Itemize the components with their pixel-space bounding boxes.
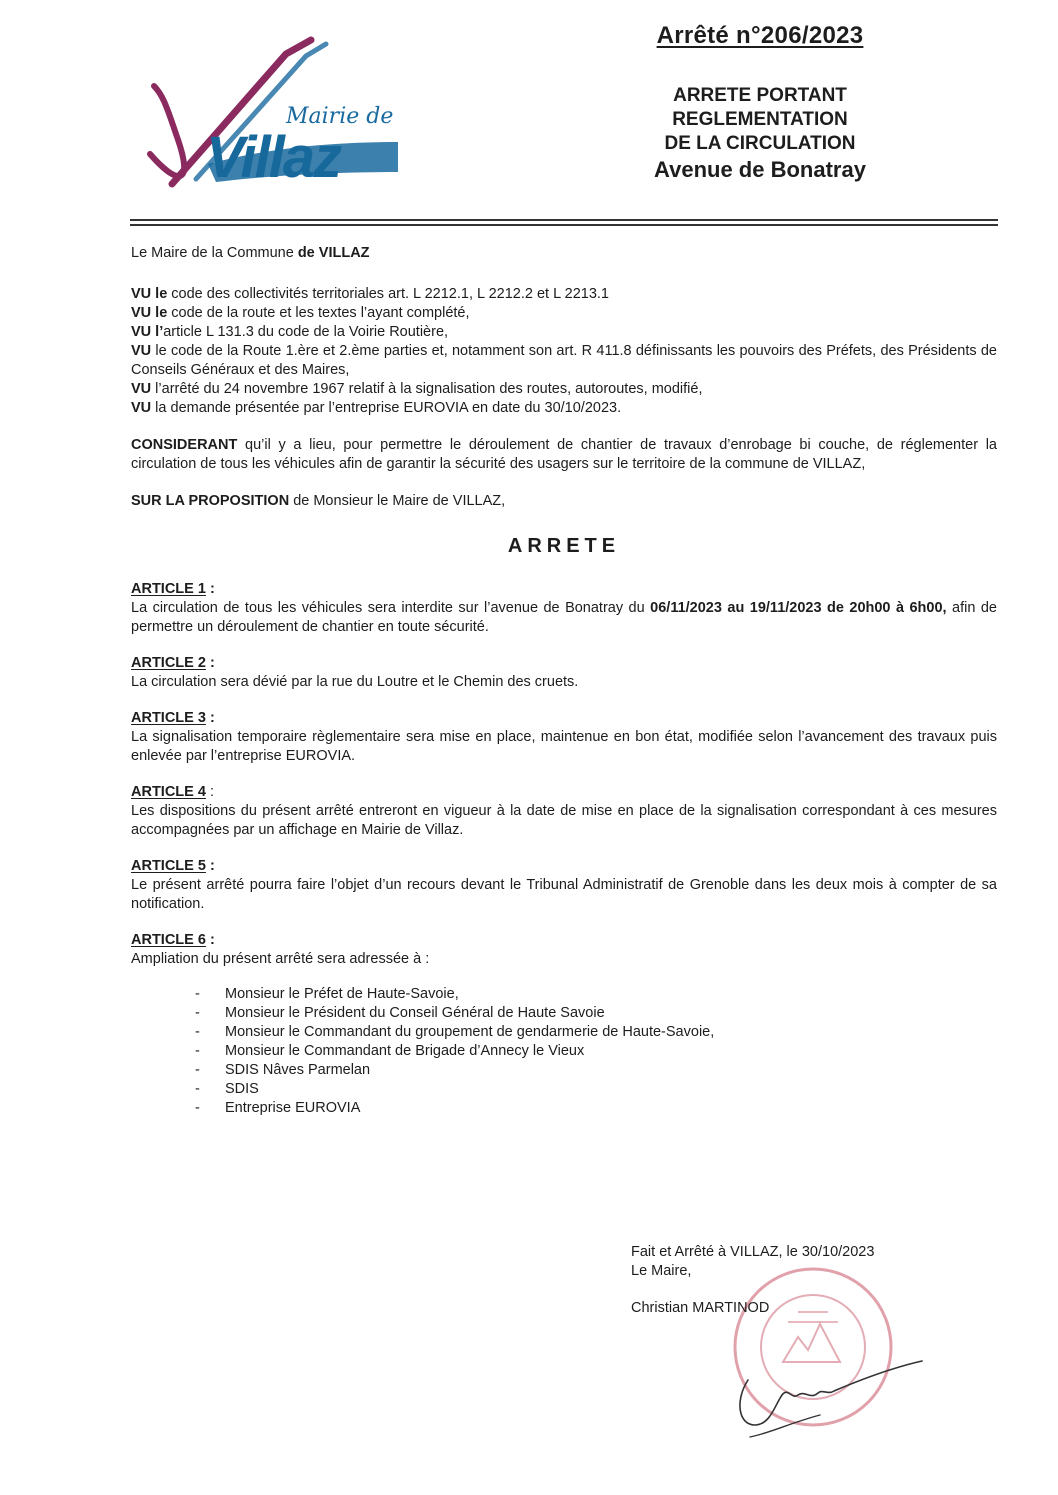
vu-item: VU le code de la route et les textes l’ayant complété, bbox=[131, 305, 470, 321]
article-text: Les dispositions du présent arrêté entreront en vigueur à la date de mise en place de la signalisation correspondant à ces mesures accompagnées par un affichage en Mairie de Villaz. bbox=[131, 803, 997, 838]
title-line: REGLEMENTATION bbox=[672, 109, 848, 130]
arrete-number: Arrêté n°206/2023 bbox=[656, 22, 864, 49]
article-4 bbox=[131, 783, 997, 840]
place-date: Fait et Arrêté à VILLAZ, le 30/10/2023 bbox=[631, 1244, 875, 1260]
signature-block bbox=[631, 1243, 874, 1318]
header-divider bbox=[130, 219, 998, 221]
article-heading: ARTICLE 5 : bbox=[131, 858, 215, 874]
title-line: DE LA CIRCULATION bbox=[664, 133, 856, 154]
signatory-role: Le Maire, bbox=[631, 1263, 692, 1279]
proposition-paragraph: SUR LA PROPOSITION de Monsieur le Maire de VILLAZ, bbox=[131, 493, 506, 509]
list-item: - Monsieur le Président du Conseil Général de Haute Savoie bbox=[195, 1004, 997, 1023]
list-item: - Entreprise EUROVIA bbox=[195, 1099, 997, 1118]
article-text: La circulation de tous les véhicules sera interdite sur l’avenue de Bonatray du 06/11/2023 au 19/11/2023 de 20h00 à 6h00, afin de permettre un déroulement de chantier en toute sécurité. bbox=[131, 600, 997, 635]
title-line: ARRETE PORTANT bbox=[673, 85, 847, 106]
logo-text-mairie: Mairie de bbox=[286, 104, 394, 129]
vu-item: VU le code des collectivités territoriales art. L 2212.1, L 2212.2 et L 2213.1 bbox=[131, 286, 609, 302]
vu-item: VU la demande présentée par l’entreprise EUROVIA en date du 30/10/2023. bbox=[131, 400, 622, 416]
article-heading: ARTICLE 4 : bbox=[131, 784, 214, 800]
vu-item: VU l’arrêté du 24 novembre 1967 relatif à la signalisation des routes, autoroutes, modifié, bbox=[131, 381, 703, 397]
article-3 bbox=[131, 709, 997, 766]
vu-item: VU le code de la Route 1.ère et 2.ème parties et, notamment son art. R 411.8 définissants les pouvoirs des Préfets, des Présidents de Conseils Généraux et des Maires, bbox=[131, 343, 997, 378]
vu-list bbox=[131, 285, 997, 418]
article-text: Ampliation du présent arrêté sera adressée à : bbox=[131, 951, 430, 967]
article-heading: ARTICLE 6 : bbox=[131, 932, 215, 948]
header-divider bbox=[130, 224, 998, 226]
list-item: - Monsieur le Commandant du groupement de gendarmerie de Haute-Savoie, bbox=[195, 1023, 997, 1042]
article-text: La signalisation temporaire règlementaire sera mise en place, maintenue en bon état, modifiée selon l’avancement des travaux puis enlevée par l’entreprise EUROVIA. bbox=[131, 729, 997, 764]
mairie-logo bbox=[136, 34, 416, 194]
article-heading: ARTICLE 2 : bbox=[131, 655, 215, 671]
ampliation-list bbox=[131, 985, 997, 1118]
arrete-title bbox=[600, 84, 920, 184]
vu-item: VU l’article L 131.3 du code de la Voirie Routière, bbox=[131, 324, 449, 340]
handwritten-signature bbox=[730, 1355, 930, 1445]
title-location: Avenue de Bonatray bbox=[654, 157, 866, 182]
article-5 bbox=[131, 857, 997, 914]
arrete-heading: ARRETE bbox=[507, 535, 621, 557]
article-2 bbox=[131, 654, 997, 692]
logo-text-villaz: Villaz bbox=[206, 125, 341, 190]
article-heading: ARTICLE 3 : bbox=[131, 710, 215, 726]
article-text: Le présent arrêté pourra faire l’objet d’un recours devant le Tribunal Administratif de Grenoble dans les deux mois à compter de sa notification. bbox=[131, 877, 997, 912]
article-1 bbox=[131, 580, 997, 637]
signatory-name: Christian MARTINOD bbox=[631, 1300, 770, 1316]
list-item: - SDIS bbox=[195, 1080, 997, 1099]
considerant-paragraph: CONSIDERANT qu’il y a lieu, pour permettre le déroulement de chantier de travaux d’enrobage bi couche, de réglementer la circulation de tous les véhicules afin de garantir la sécurité des usagers sur le territoire de la commune de VILLAZ, bbox=[131, 437, 997, 472]
article-text: La circulation sera dévié par la rue du Loutre et le Chemin des cruets. bbox=[131, 674, 579, 690]
list-item: - Monsieur le Préfet de Haute-Savoie, bbox=[195, 985, 997, 1004]
article-heading: ARTICLE 1 : bbox=[131, 581, 215, 597]
document-body bbox=[131, 244, 997, 1135]
document-header bbox=[600, 22, 920, 184]
intro-line: Le Maire de la Commune de VILLAZ bbox=[131, 245, 370, 261]
list-item: - SDIS Nâves Parmelan bbox=[195, 1061, 997, 1080]
list-item: - Monsieur le Commandant de Brigade d’Annecy le Vieux bbox=[195, 1042, 997, 1061]
article-6 bbox=[131, 931, 997, 1118]
